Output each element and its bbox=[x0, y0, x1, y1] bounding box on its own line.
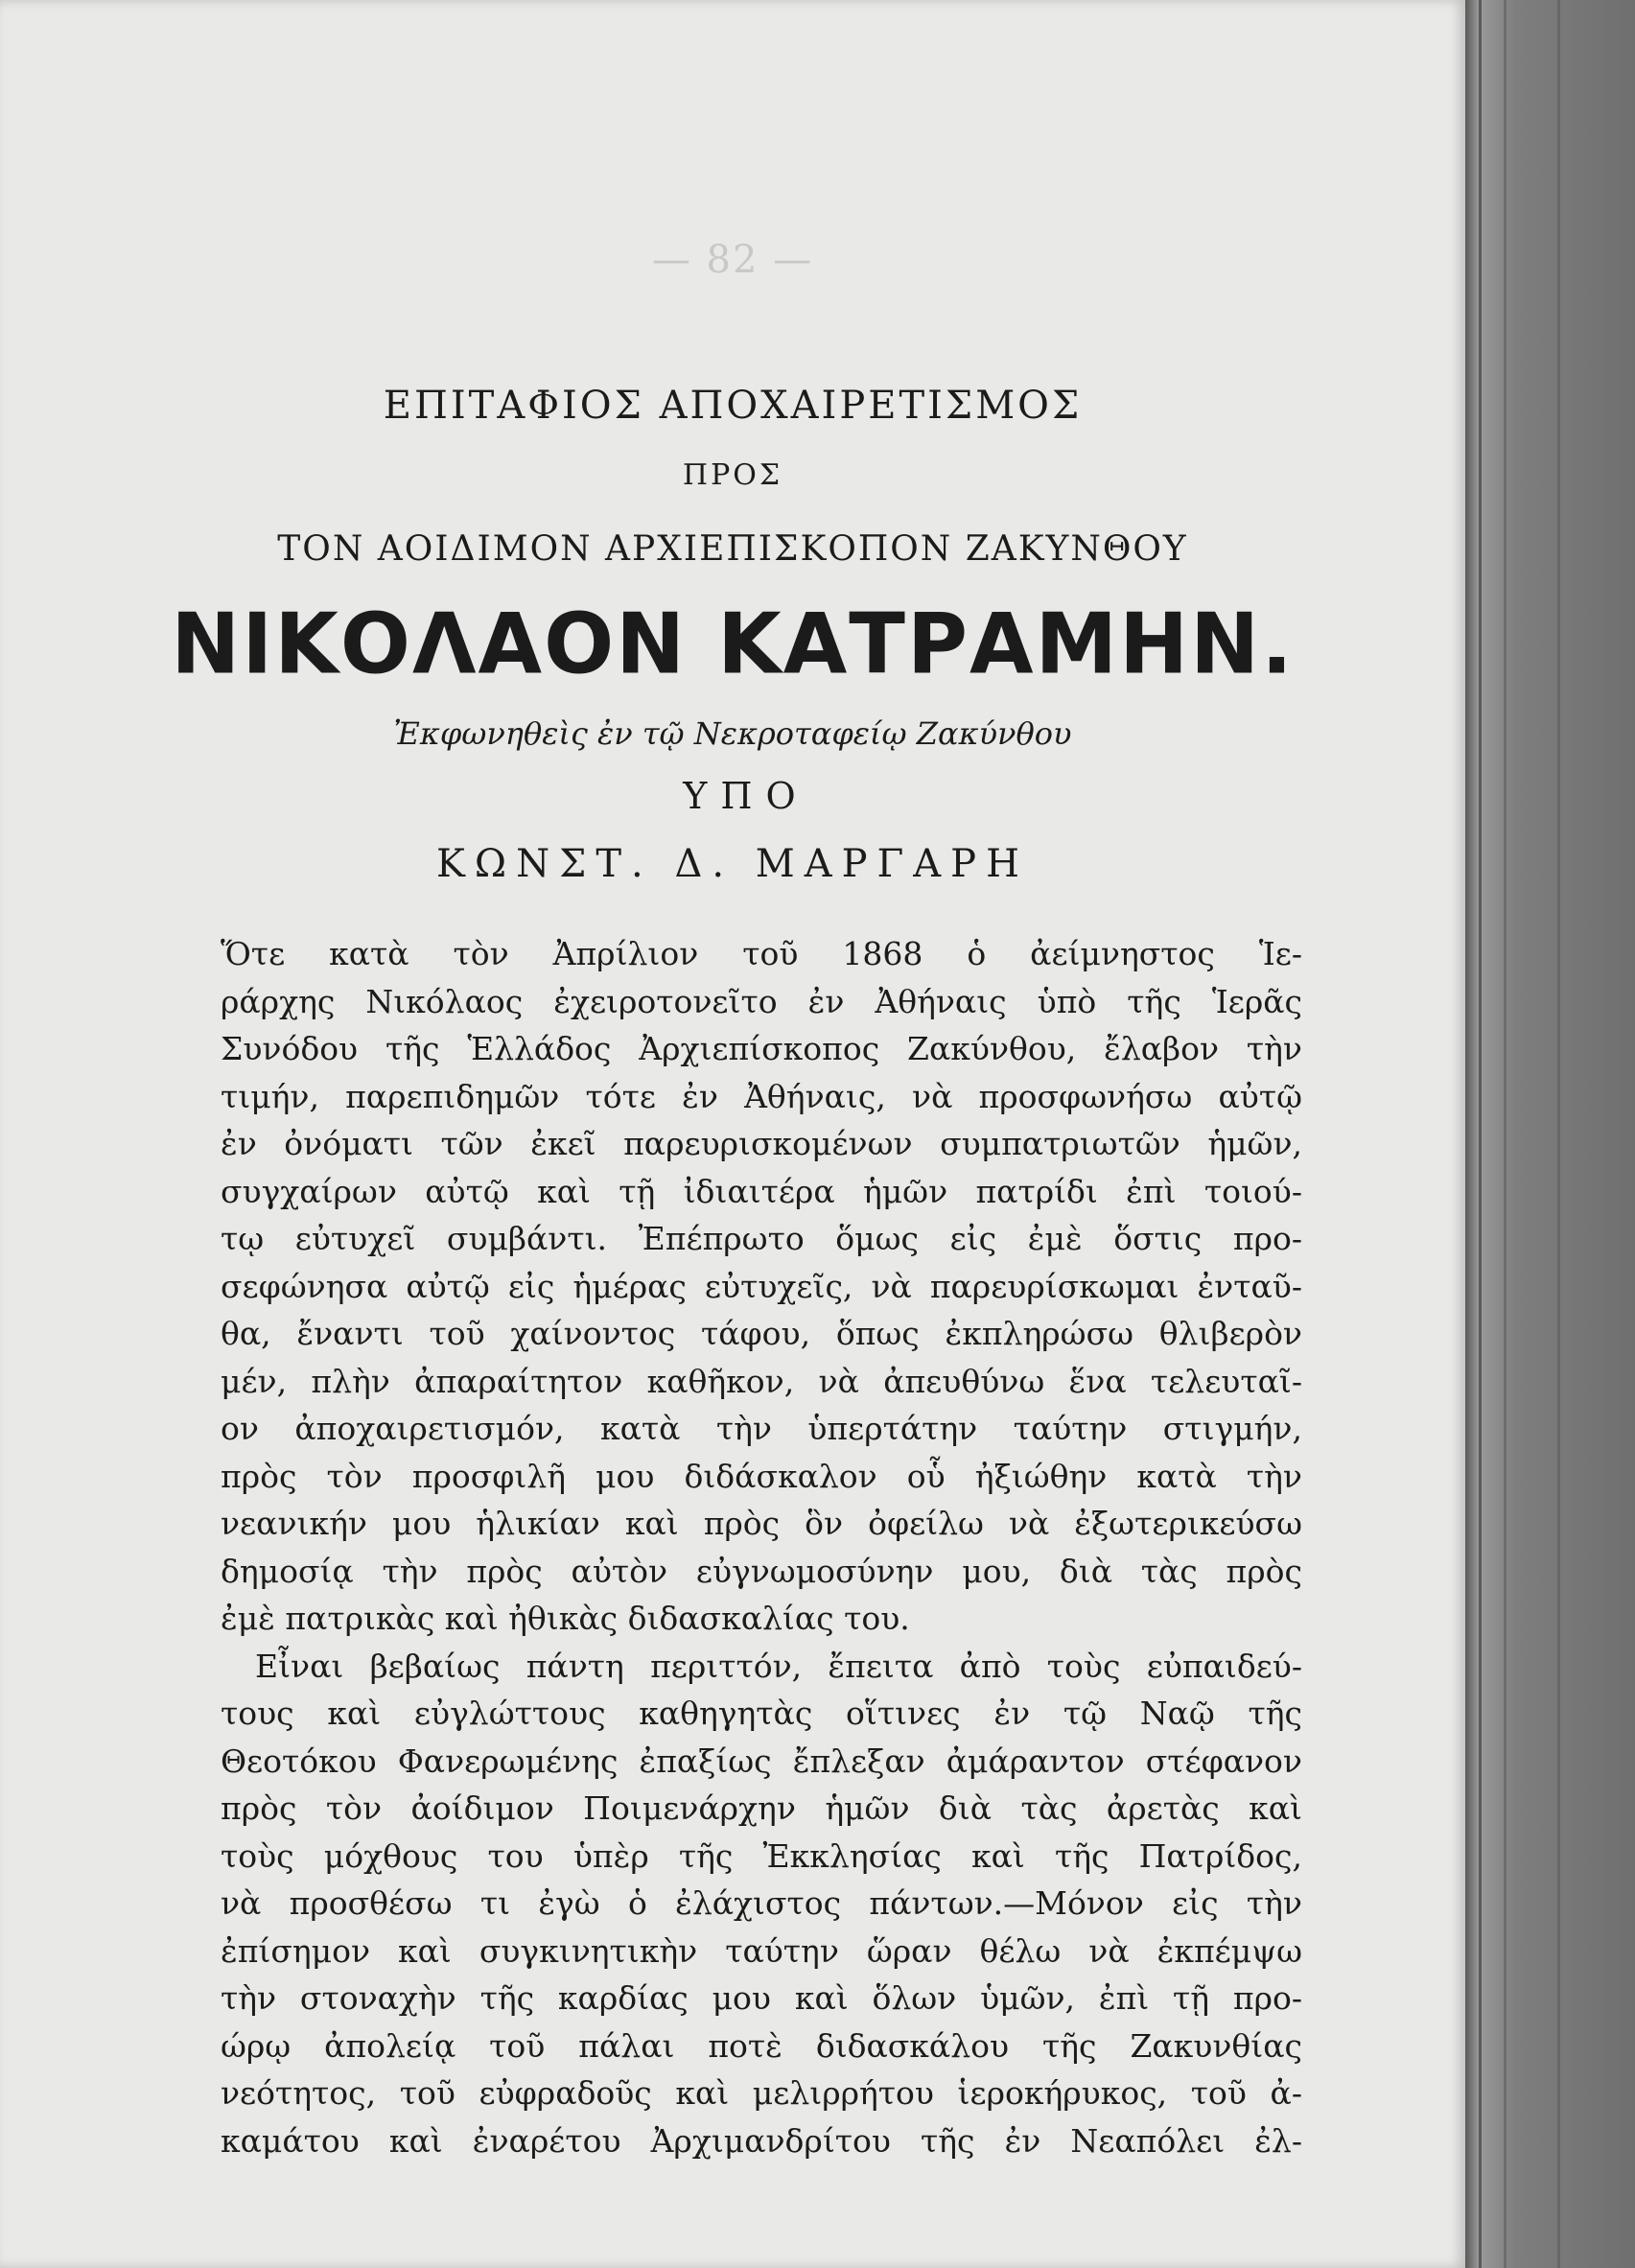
text-line: μέν, πλὴν ἀπαραίτητον καθῆκον, νὰ ἀπευθύνω ἕνα τελευταῖ- bbox=[221, 1362, 1302, 1400]
text-line: Εἶναι βεβαίως πάντη περιττόν, ἔπειτα ἀπὸ τοὺς εὐπαιδεύ- bbox=[255, 1647, 1302, 1685]
text-line: τοὺς μόχθους του ὑπὲρ τῆς Ἐκκλησίας καὶ τῆς Πατρίδος, bbox=[221, 1836, 1302, 1875]
title-line-archbishop: ΤΟΝ ΑΟΙΔΙΜΟΝ ΑΡΧΙΕΠΙΣΚΟΠΟΝ ΖΑΚΥΝΘΟΥ bbox=[277, 529, 1188, 569]
book-spine-edge bbox=[1465, 0, 1635, 2268]
subtitle-delivered: Ἐκφωνηθεὶς ἐν τῷ Νεκροταφείῳ Ζακύνθου bbox=[393, 715, 1072, 752]
text-line: ἐν ὀνόματι τῶν ἐκεῖ παρευρισκομένων συμπατριωτῶν ἡμῶν, bbox=[221, 1125, 1302, 1162]
text-line: νὰ προσθέσω τι ἐγὼ ὁ ἐλάχιστος πάντων.—Μόνον εἰς τὴν bbox=[221, 1884, 1302, 1922]
text-line: τῳ εὐτυχεῖ συμβάντι. Ἐπέπρωτο ὅμως εἰς ἐμὲ ὅστις προ- bbox=[221, 1220, 1302, 1257]
edge-line bbox=[1479, 0, 1482, 2268]
text-line: πρὸς τὸν ἀοίδιμον Ποιμενάρχην ἡμῶν διὰ τὰς ἀρετὰς καὶ bbox=[221, 1789, 1302, 1827]
text-line: ράρχης Νικόλαος ἐχειροτονεῖτο ἐν Ἀθήναις ὑπὸ τῆς Ἱερᾶς bbox=[221, 982, 1302, 1020]
text-line: ον ἀποχαιρετισμόν, κατὰ τὴν ὑπερτάτην ταύτην στιγμήν, bbox=[221, 1410, 1302, 1447]
text-line: ἐπίσημον καὶ συγκινητικὴν ταύτην ὥραν θέλω νὰ ἐκπέμψω bbox=[221, 1931, 1302, 1970]
author-name: ΚΩΝΣΤ. Δ. ΜΑΡΓΑΡΗ bbox=[436, 842, 1029, 886]
title-line-by: ΥΠΟ bbox=[683, 775, 809, 817]
text-line: σεφώνησα αὐτῷ εἰς ἡμέρας εὐτυχεῖς, νὰ παρευρίσκωμαι ἐνταῦ- bbox=[221, 1267, 1302, 1305]
text-line: ἐμὲ πατρικὰς καὶ ἠθικὰς διδασκαλίας του. bbox=[221, 1600, 910, 1637]
page-number: — 82 — bbox=[651, 238, 814, 282]
title-line-epitaph: ΕΠΙΤΑΦΙΟΣ ΑΠΟΧΑΙΡΕΤΙΣΜΟΣ bbox=[383, 384, 1083, 428]
text-line: νεανικήν μου ἡλικίαν καὶ πρὸς ὃν ὀφείλω νὰ ἐξωτερικεύσω bbox=[221, 1505, 1302, 1542]
edge-line bbox=[1504, 0, 1507, 2268]
text-line: τιμήν, παρεπιδημῶν τότε ἐν Ἀθήναις, νὰ προσφωνήσω αὐτῷ bbox=[221, 1077, 1302, 1115]
text-line: Συνόδου τῆς Ἑλλάδος Ἀρχιεπίσκοπος Ζακύνθου, ἔλαβον τὴν bbox=[221, 1030, 1302, 1067]
title-line-pros: ΠΡΟΣ bbox=[682, 458, 783, 492]
title-line-name: ΝΙΚΟΛΑΟΝ ΚΑΤΡΑΜΗΝ. bbox=[171, 596, 1295, 693]
text-line: νεότητος, τοῦ εὐφραδοῦς καὶ μελιρρήτου ἱεροκήρυκος, τοῦ ἀ- bbox=[221, 2074, 1302, 2112]
text-line: τὴν στοναχὴν τῆς καρδίας μου καὶ ὅλων ὑμῶν, ἐπὶ τῇ προ- bbox=[221, 1979, 1302, 2017]
text-line: θα, ἔναντι τοῦ χαίνοντος τάφου, ὅπως ἐκπληρώσω θλιβερὸν bbox=[221, 1315, 1302, 1352]
text-line: πρὸς τὸν προσφιλῆ μου διδάσκαλον οὗ ἠξιώθην κατὰ τὴν bbox=[221, 1457, 1302, 1495]
text-line: καμάτου καὶ ἐναρέτου Ἀρχιμανδρίτου τῆς ἐν Νεαπόλει ἐλ- bbox=[221, 2121, 1302, 2160]
text-line: Θεοτόκου Φανερωμένης ἐπαξίως ἔπλεξαν ἀμάραντον στέφανον bbox=[221, 1742, 1302, 1780]
edge-line bbox=[1557, 0, 1560, 2268]
text-line: δημοσίᾳ τὴν πρὸς αὐτὸν εὐγνωμοσύνην μου, διὰ τὰς πρὸς bbox=[221, 1552, 1302, 1590]
text-line: συγχαίρων αὐτῷ καὶ τῇ ἰδιαιτέρα ἡμῶν πατρίδι ἐπὶ τοιού- bbox=[221, 1172, 1302, 1210]
text-line: ώρῳ ἀπολείᾳ τοῦ πάλαι ποτὲ διδασκάλου τῆς Ζακυνθίας bbox=[221, 2026, 1302, 2065]
body-text bbox=[221, 930, 1302, 2164]
text-line: τους καὶ εὐγλώττους καθηγητὰς οἵτινες ἐν τῷ Ναῷ τῆς bbox=[221, 1695, 1302, 1732]
text-line: Ὅτε κατὰ τὸν Ἀπρίλιον τοῦ 1868 ὁ ἀείμνηστος Ἱε- bbox=[221, 935, 1302, 972]
